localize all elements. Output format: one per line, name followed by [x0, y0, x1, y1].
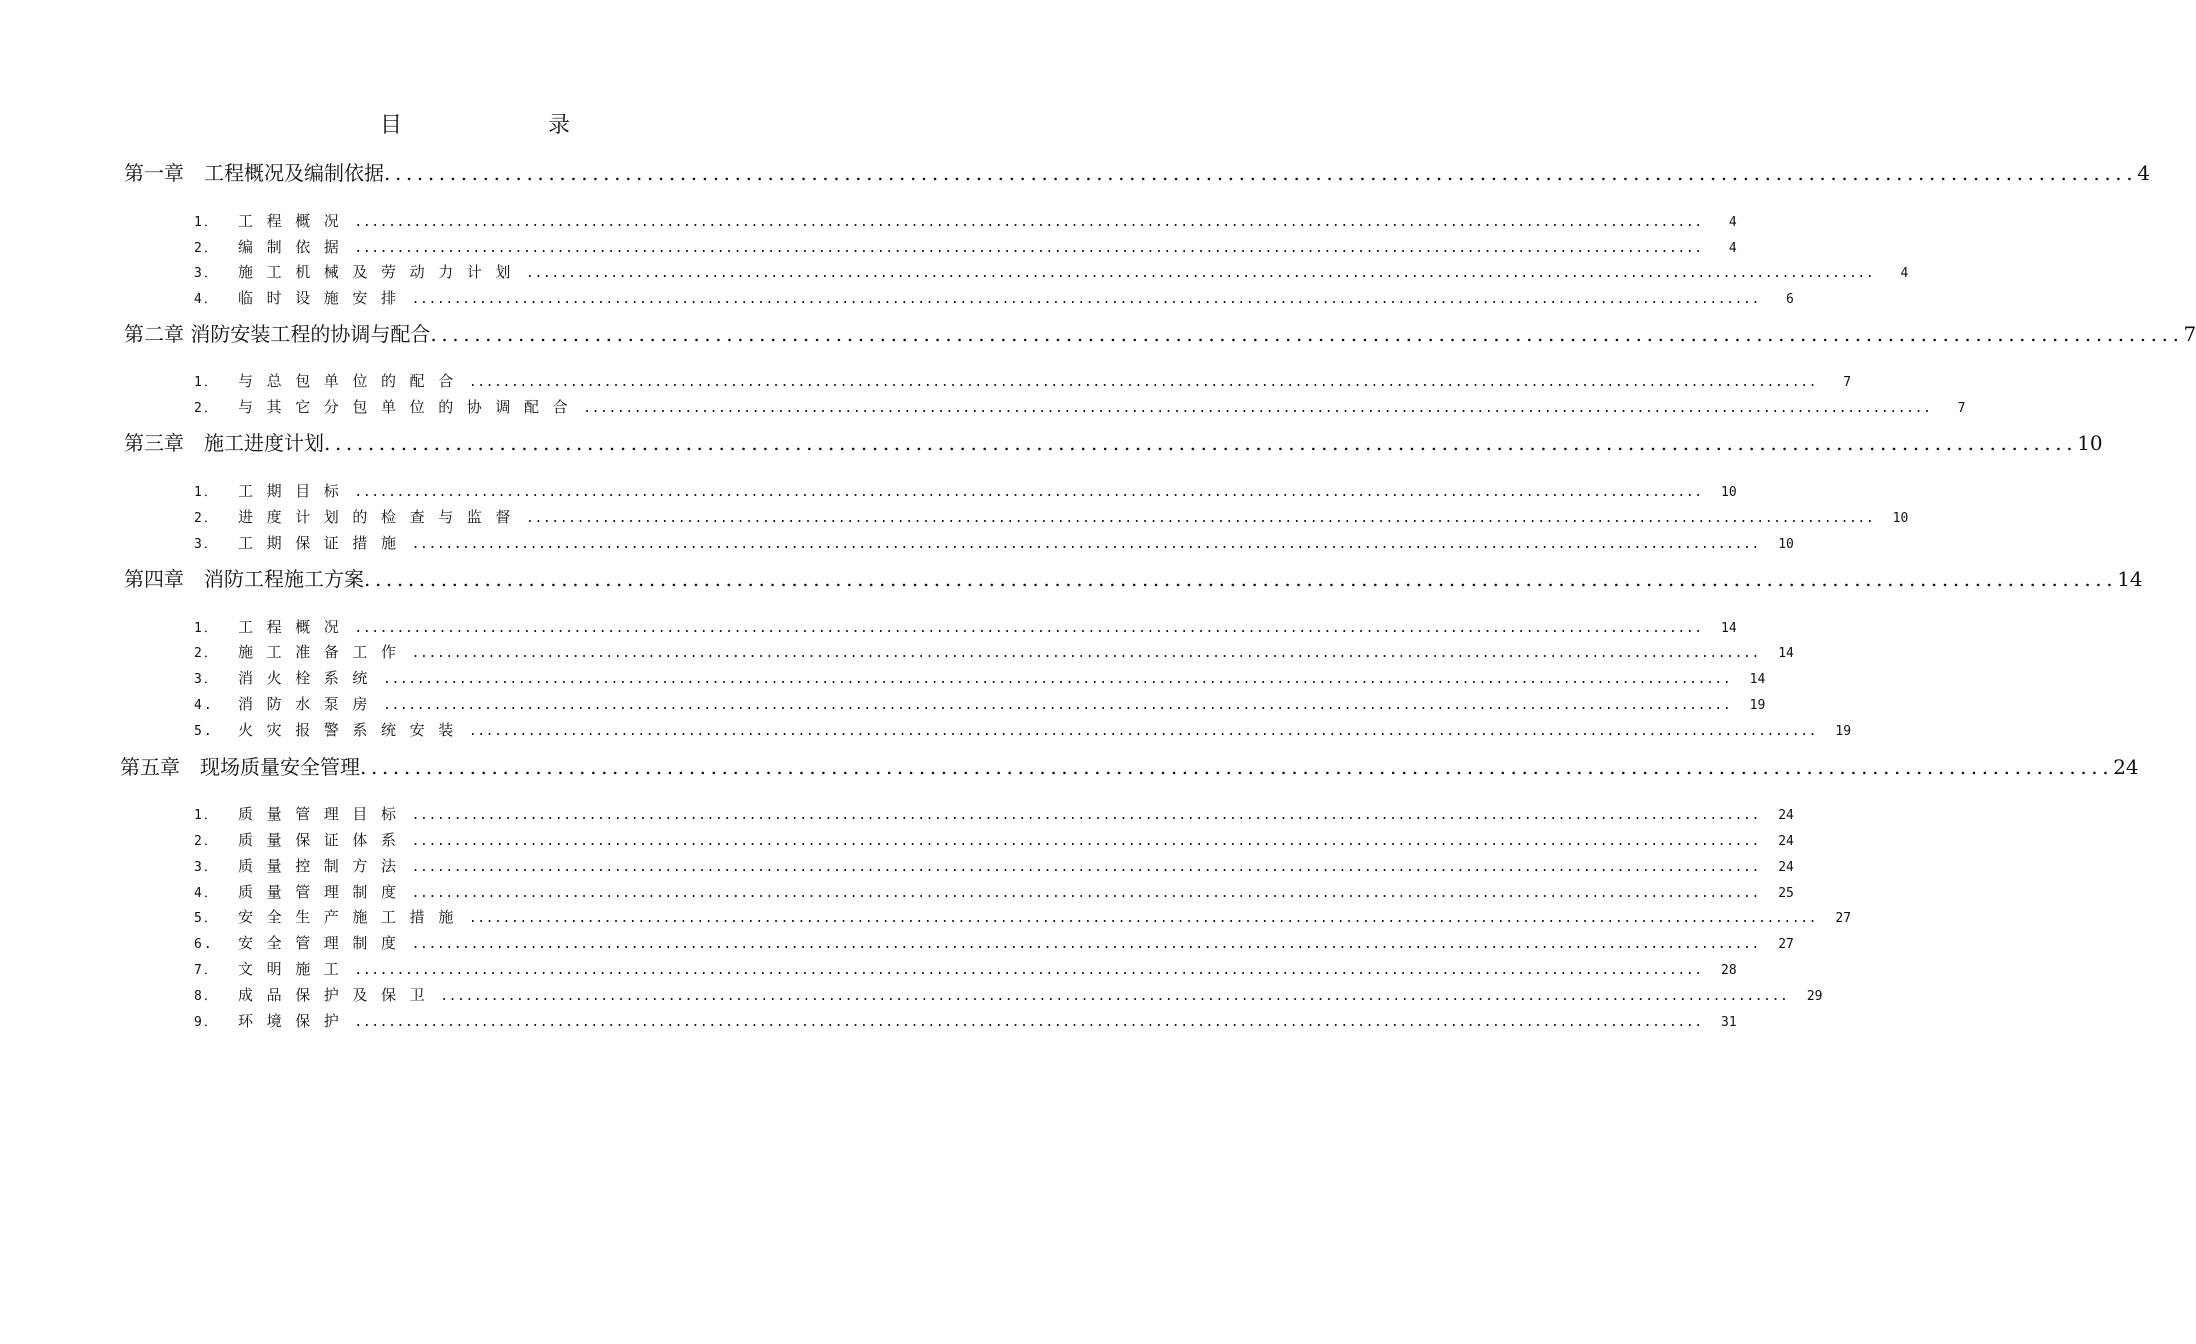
- toc-chapter-page: 10: [2077, 431, 2103, 455]
- toc-chapter-page: 4: [2137, 161, 2150, 185]
- toc-section-label: 消火栓系统: [238, 669, 382, 687]
- toc-section[interactable]: [194, 719, 1852, 741]
- toc-section-label: 与总包单位的配合: [238, 372, 467, 390]
- toc-chapter-label: 第五章 现场质量安全管理: [120, 755, 360, 779]
- dot-leader: ................................................................................................................................................................: [364, 567, 2118, 591]
- toc-section-page: 4: [1728, 215, 1737, 230]
- dot-leader: ................................................................................................................................................................: [411, 937, 1760, 952]
- toc-chapter-label: 第三章 施工进度计划: [124, 431, 324, 455]
- toc-section-page: 27: [1778, 937, 1794, 952]
- toc-section-number: 4．: [194, 292, 219, 307]
- dot-leader: ................................................................................................................................................................: [354, 485, 1703, 500]
- dot-leader: ................................................................................................................................................................: [354, 1015, 1703, 1030]
- dot-leader: ................................................................................................................................................................: [430, 322, 2184, 346]
- toc-section-page: 10: [1778, 537, 1794, 552]
- toc-section-page: 25: [1778, 886, 1794, 901]
- toc-section-page: 24: [1778, 808, 1794, 823]
- toc-section[interactable]: [194, 958, 1737, 980]
- toc-section[interactable]: [194, 881, 1794, 903]
- toc-section-page: 31: [1721, 1015, 1737, 1030]
- toc-chapter-label: 第一章 工程概况及编制依据: [124, 161, 384, 185]
- toc-section-label: 安全管理制度: [238, 934, 410, 952]
- dot-leader: ................................................................................................................................................................: [354, 621, 1703, 636]
- dot-leader: ................................................................................................................................................................: [383, 672, 1732, 687]
- toc-section-label: 施工机械及劳动力计划: [238, 263, 525, 281]
- dot-leader: ................................................................................................................................................................: [526, 266, 1875, 281]
- toc-section-page: 7: [1843, 375, 1852, 390]
- toc-chapter-3[interactable]: [124, 430, 2103, 456]
- toc-section-number: 2．: [194, 241, 219, 256]
- toc-chapter-1[interactable]: [124, 160, 2150, 186]
- dot-leader: ................................................................................................................................................................: [440, 989, 1789, 1004]
- toc-section-label: 工期目标: [238, 482, 353, 500]
- toc-section[interactable]: [194, 829, 1794, 851]
- toc-section-label: 质量管理目标: [238, 805, 410, 823]
- toc-section-label: 成品保护及保卫: [238, 986, 439, 1004]
- toc-section-page: 14: [1721, 621, 1737, 636]
- toc-section[interactable]: [194, 906, 1852, 928]
- toc-section-page: 29: [1806, 989, 1823, 1004]
- toc-chapter-2[interactable]: [124, 321, 2196, 347]
- toc-section-page: 14: [1749, 672, 1766, 687]
- toc-section-page: 10: [1721, 485, 1737, 500]
- dot-leader: ................................................................................................................................................................: [411, 537, 1760, 552]
- toc-section-number: 1．: [194, 485, 219, 500]
- toc-section-page: 24: [1778, 860, 1794, 875]
- toc-section[interactable]: [194, 532, 1794, 554]
- dot-leader: ................................................................................................................................................................: [411, 646, 1760, 661]
- toc-section-label: 施工准备工作: [238, 643, 410, 661]
- toc-chapter-page: 7: [2183, 322, 2196, 346]
- toc-section-label: 安全生产施工措施: [238, 908, 467, 926]
- toc-chapter-4[interactable]: [124, 566, 2143, 592]
- toc-section-number: 3．: [194, 672, 219, 687]
- toc-section-page: 4: [1728, 241, 1737, 256]
- dot-leader: ................................................................................................................................................................: [411, 860, 1760, 875]
- dot-leader: ................................................................................................................................................................: [468, 724, 1818, 739]
- toc-section-number: 5.: [194, 724, 214, 739]
- toc-section-page: 4: [1900, 266, 1909, 281]
- toc-section-label: 工程概况: [238, 212, 353, 230]
- toc-section-number: 7．: [194, 963, 219, 978]
- toc-section[interactable]: [194, 803, 1794, 825]
- toc-section[interactable]: [194, 261, 1909, 283]
- toc-section[interactable]: [194, 932, 1794, 954]
- toc-section-number: 1．: [194, 621, 219, 636]
- toc-section[interactable]: [194, 616, 1737, 638]
- toc-section-number: 5．: [194, 911, 219, 926]
- toc-section[interactable]: [194, 210, 1737, 232]
- toc-section-number: 8．: [194, 989, 219, 1004]
- toc-section-number: 4.: [194, 698, 214, 713]
- toc-section[interactable]: [194, 506, 1909, 528]
- toc-section[interactable]: [194, 693, 1766, 715]
- dot-leader: ................................................................................................................................................................: [526, 511, 1875, 526]
- dot-leader: ................................................................................................................................................................: [468, 375, 1818, 390]
- toc-section-number: 2．: [194, 401, 219, 416]
- toc-section[interactable]: [194, 236, 1737, 258]
- toc-section-number: 2．: [194, 511, 219, 526]
- dot-leader: ................................................................................................................................................................: [360, 755, 2114, 779]
- toc-section-label: 环境保护: [238, 1012, 353, 1030]
- toc-section-number: 2．: [194, 834, 219, 849]
- toc-section-number: 6.: [194, 937, 214, 952]
- toc-title: 目 录: [379, 113, 632, 138]
- toc-section[interactable]: [194, 984, 1823, 1006]
- toc-chapter-5[interactable]: [120, 754, 2139, 780]
- toc-section[interactable]: [194, 855, 1794, 877]
- toc-section-page: 7: [1957, 401, 1966, 416]
- dot-leader: ................................................................................................................................................................: [411, 834, 1760, 849]
- toc-chapter-label: 第四章 消防工程施工方案: [124, 567, 364, 591]
- toc-section[interactable]: [194, 370, 1852, 392]
- toc-section-number: 1．: [194, 375, 219, 390]
- toc-section-label: 进度计划的检查与监督: [238, 508, 525, 526]
- toc-section-label: 工期保证措施: [238, 534, 410, 552]
- toc-section-label: 文明施工: [238, 960, 353, 978]
- dot-leader: ................................................................................................................................................................: [383, 698, 1732, 713]
- toc-section-page: 19: [1749, 698, 1766, 713]
- toc-section-page: 10: [1892, 511, 1909, 526]
- dot-leader: ................................................................................................................................................................: [354, 241, 1703, 256]
- toc-section-number: 3．: [194, 537, 219, 552]
- toc-section-number: 1．: [194, 808, 219, 823]
- toc-section-label: 质量控制方法: [238, 857, 410, 875]
- toc-section[interactable]: [194, 1010, 1737, 1032]
- dot-leader: ................................................................................................................................................................: [324, 431, 2078, 455]
- toc-section[interactable]: [194, 287, 1794, 309]
- dot-leader: ................................................................................................................................................................: [354, 963, 1703, 978]
- toc-section-number: 4．: [194, 886, 219, 901]
- toc-section[interactable]: [194, 641, 1794, 663]
- toc-section-page: 14: [1778, 646, 1794, 661]
- toc-section[interactable]: [194, 667, 1766, 689]
- dot-leader: ................................................................................................................................................................: [354, 215, 1703, 230]
- dot-leader: ................................................................................................................................................................: [411, 886, 1760, 901]
- toc-chapter-page: 24: [2113, 755, 2139, 779]
- toc-section-number: 2．: [194, 646, 219, 661]
- toc-section-label: 质量保证体系: [238, 831, 410, 849]
- toc-section-label: 工程概况: [238, 618, 353, 636]
- toc-section-label: 消防水泵房: [238, 695, 382, 713]
- dot-leader: ................................................................................................................................................................: [411, 292, 1760, 307]
- toc-section-page: 24: [1778, 834, 1794, 849]
- dot-leader: ................................................................................................................................................................: [583, 401, 1932, 416]
- dot-leader: ................................................................................................................................................................: [384, 161, 2138, 185]
- toc-section[interactable]: [194, 480, 1737, 502]
- toc-section-number: 9．: [194, 1015, 219, 1030]
- dot-leader: ................................................................................................................................................................: [411, 808, 1760, 823]
- toc-section-page: 19: [1835, 724, 1852, 739]
- toc-section-page: 6: [1786, 292, 1794, 307]
- toc-chapter-label: 第二章 消防安装工程的协调与配合: [124, 322, 431, 346]
- toc-section-label: 与其它分包单位的协调配合: [238, 398, 582, 416]
- toc-section[interactable]: [194, 396, 1966, 418]
- toc-section-label: 编制依据: [238, 238, 353, 256]
- toc-section-number: 1．: [194, 215, 219, 230]
- toc-section-number: 3．: [194, 266, 219, 281]
- toc-chapter-page: 14: [2117, 567, 2143, 591]
- toc-section-label: 临时设施安排: [238, 289, 410, 307]
- toc-section-page: 27: [1835, 911, 1852, 926]
- dot-leader: ................................................................................................................................................................: [468, 911, 1818, 926]
- toc-section-label: 火灾报警系统安装: [238, 721, 467, 739]
- toc-section-label: 质量管理制度: [238, 883, 410, 901]
- toc-section-number: 3．: [194, 860, 219, 875]
- toc-section-page: 28: [1721, 963, 1737, 978]
